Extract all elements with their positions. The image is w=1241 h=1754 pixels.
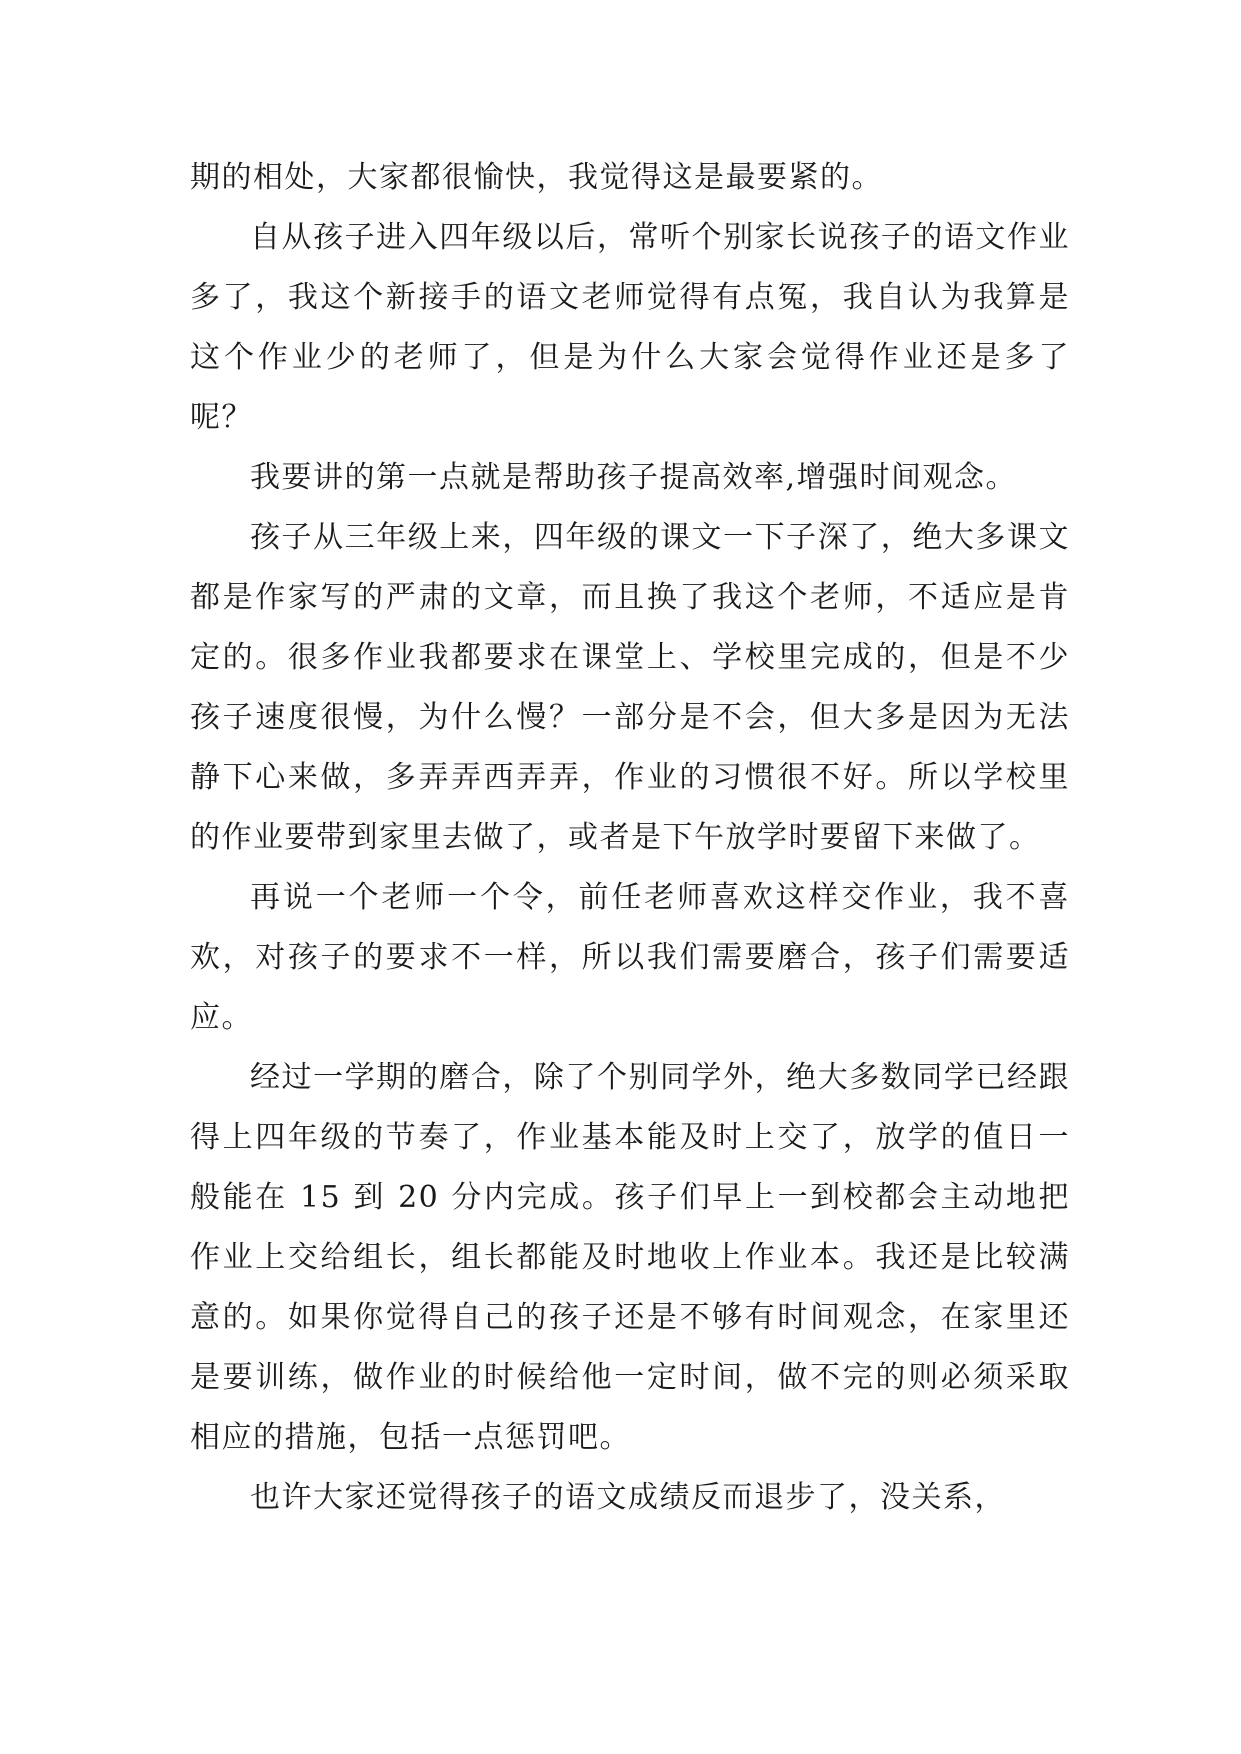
paragraph-4: 孩子从三年级上来，四年级的课文一下子深了，绝大多课文都是作家写的严肃的文章，而且换了我这个老师，不适应是肯定的。很多作业我都要求在课堂上、学校里完成的，但是不少孩子速度很慢，为什么慢？一部分是不会，但大多是因为无法静下心来做，多弄弄西弄弄，作业的习惯很不好。所以学校里的作业要带到家里去做了，或者是下午放学时要留下来做了。 [190,520,1070,855]
paragraph-3: 我要讲的第一点就是帮助孩子提高效率,增强时间观念。 [250,460,1018,495]
document-body [190,148,1070,1528]
paragraph-5: 再说一个老师一个令，前任老师喜欢这样交作业，我不喜欢，对孩子的要求不一样，所以我们需要磨合，孩子们需要适应。 [190,880,1070,1035]
paragraph-7: 也许大家还觉得孩子的语文成绩反而退步了，没关系， [250,1480,1006,1515]
paragraph-1: 期的相处，大家都很愉快，我觉得这是最要紧的。 [190,160,883,195]
paragraph-2: 自从孩子进入四年级以后，常听个别家长说孩子的语文作业多了，我这个新接手的语文老师觉得有点冤，我自认为我算是这个作业少的老师了，但是为什么大家会觉得作业还是多了呢？ [190,220,1070,435]
paragraph-6: 经过一学期的磨合，除了个别同学外，绝大多数同学已经跟得上四年级的节奏了，作业基本能及时上交了，放学的值日一般能在 15 到 20 分内完成。孩子们早上一到校都会主动地把作业上交给组长，组长都能及时地收上作业本。我还是比较满意的。如果你觉得自己的孩子还是不够有时间观念，在家里还是要训练，做作业的时候给他一定时间，做不完的则必须采取相应的措施，包括一点惩罚吧。 [190,1060,1070,1455]
